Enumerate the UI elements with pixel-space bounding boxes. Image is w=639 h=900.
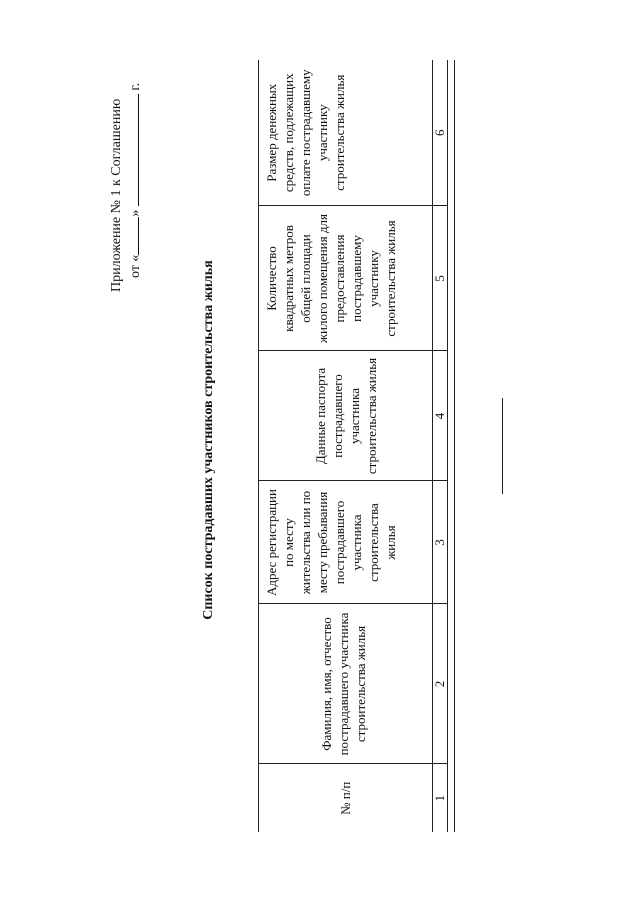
date-suffix: г. xyxy=(128,82,143,91)
appendix-reference xyxy=(108,32,145,292)
empty-cell xyxy=(448,60,455,206)
participants-table xyxy=(258,60,455,832)
month-year-blank xyxy=(126,94,139,206)
date-prefix: от « xyxy=(128,254,143,278)
date-middle: » xyxy=(128,209,143,217)
document-title: Список пострадавших участников строительства жилья xyxy=(201,260,216,620)
header-address: Адрес регистрации по месту жительства или по месту пребывания пострадавшего участника строительства жилья xyxy=(259,481,433,604)
empty-cell xyxy=(448,764,455,832)
column-number-2: 2 xyxy=(433,604,448,764)
header-full-name: Фамилия, имя, отчество пострадавшего участника строительства жилья xyxy=(259,604,433,764)
table-header-row xyxy=(259,60,433,832)
header-number: № п/п xyxy=(259,764,433,832)
header-money-amount: Размер денежных средств, подлежащих оплате пострадавшему участнику строительства жилья xyxy=(259,60,433,206)
column-number-1: 1 xyxy=(433,764,448,832)
empty-cell xyxy=(448,481,455,604)
empty-cell xyxy=(448,206,455,351)
empty-cell xyxy=(448,351,455,481)
column-numbers-row xyxy=(433,60,448,832)
column-number-5: 5 xyxy=(433,206,448,351)
appendix-date-line xyxy=(126,32,145,292)
day-blank xyxy=(126,217,139,255)
column-number-3: 3 xyxy=(433,481,448,604)
appendix-line: Приложение № 1 к Соглашению xyxy=(109,98,124,292)
column-number-6: 6 xyxy=(433,60,448,206)
header-square-meters: Количество квадратных метров общей площади жилого помещения для предоставления пострадавшему участнику строительства жилья xyxy=(259,206,433,351)
empty-data-row xyxy=(448,60,455,832)
closing-line xyxy=(502,398,503,494)
column-number-4: 4 xyxy=(433,351,448,481)
header-passport: Данные паспорта пострадавшего участника строительства жилья xyxy=(259,351,433,481)
empty-cell xyxy=(448,604,455,764)
